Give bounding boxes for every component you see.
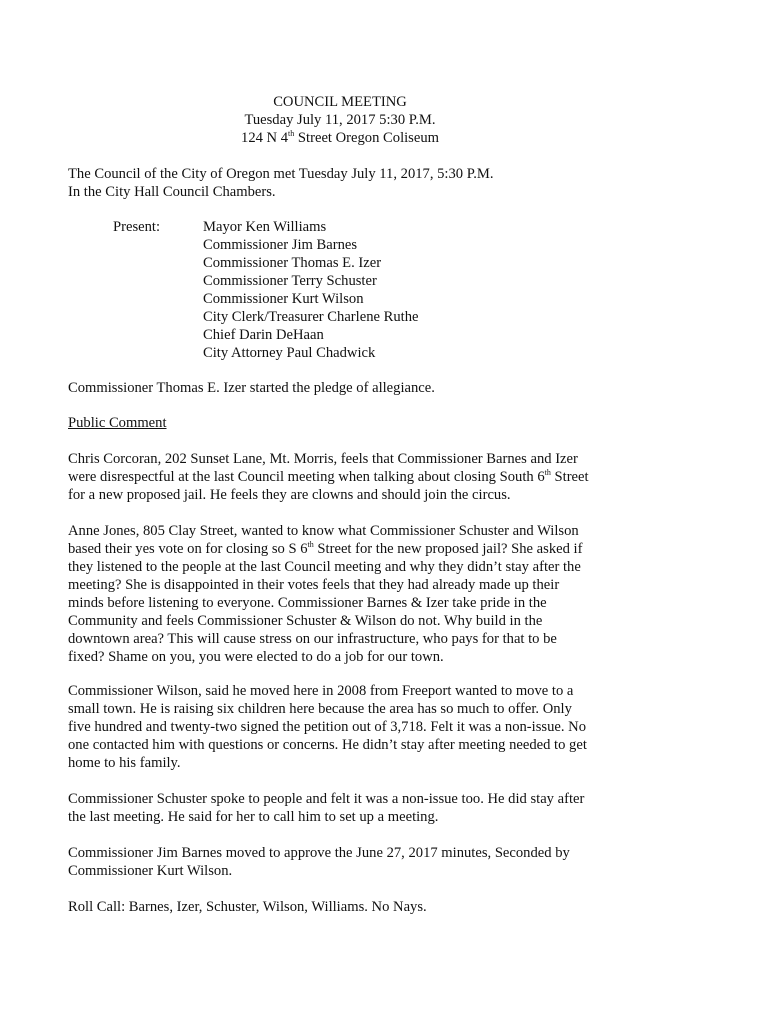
comment-wilson: Commissioner Wilson, said he moved here in 2008 from Freeport wanted to move to a small town. He is raising six children here because the area has so much to offer. Only five hundred and twenty-two signed the petition out of 3,718. Felt it was a non-issue. No one contacted him with questions or concerns. He didn’t stay after meeting needed to get home to his family. <box>68 683 587 771</box>
present-label: Present: <box>113 219 161 235</box>
roll-call: Roll Call: Barnes, Izer, Schuster, Wilson, Williams. No Nays. <box>68 899 427 915</box>
intro-paragraph: The Council of the City of Oregon met Tuesday July 11, 2017, 5:30 P.M. In the City Hall Council Chambers. <box>68 166 494 200</box>
present-member: Chief Darin DeHaan <box>203 327 324 343</box>
meeting-title: COUNCIL MEETING <box>273 94 407 110</box>
public-comment-heading: Public Comment <box>68 415 167 431</box>
meeting-location: 124 N 4th Street Oregon Coliseum <box>241 129 439 146</box>
comment-corcoran: Chris Corcoran, 202 Sunset Lane, Mt. Morris, feels that Commissioner Barnes and Izer were disrespectful at the last Council meeting when talking about closing South 6th Street for a new proposed jail. He feels they are clowns and should join the circus. <box>68 451 589 503</box>
present-member: City Attorney Paul Chadwick <box>203 345 376 361</box>
pledge-paragraph: Commissioner Thomas E. Izer started the pledge of allegiance. <box>68 380 435 396</box>
present-member: Commissioner Jim Barnes <box>203 237 358 253</box>
comment-schuster: Commissioner Schuster spoke to people and felt it was a non-issue too. He did stay after the last meeting. He said for her to call him to set up a meeting. <box>68 791 585 825</box>
meeting-date: Tuesday July 11, 2017 5:30 P.M. <box>244 112 436 128</box>
comment-jones: Anne Jones, 805 Clay Street, wanted to know what Commissioner Schuster and Wilson based their yes vote on for closing so S 6th Street for the new proposed jail? She asked if they listened to the people at the last Council meeting and why they didn’t stay after the meeting? She is disappointed in their votes feels that they had already made up their minds before listening to everyone. Commissioner Barnes & Izer take pride in the Community and feels Commissioner Schuster & Wilson do not. Why build in the downtown area? This will cause stress on our infrastructure, who pays for that to be fixed? Shame on you, you were elected to do a job for our town. <box>68 523 583 665</box>
present-list <box>203 218 419 362</box>
present-member: Commissioner Kurt Wilson <box>203 291 364 307</box>
present-member: City Clerk/Treasurer Charlene Ruthe <box>203 309 419 325</box>
motion-paragraph: Commissioner Jim Barnes moved to approve the June 27, 2017 minutes, Seconded by Commissioner Kurt Wilson. <box>68 845 570 879</box>
meeting-header <box>0 93 680 147</box>
present-member: Commissioner Thomas E. Izer <box>203 255 382 271</box>
present-member: Commissioner Terry Schuster <box>203 273 377 289</box>
present-member: Mayor Ken Williams <box>203 219 327 235</box>
